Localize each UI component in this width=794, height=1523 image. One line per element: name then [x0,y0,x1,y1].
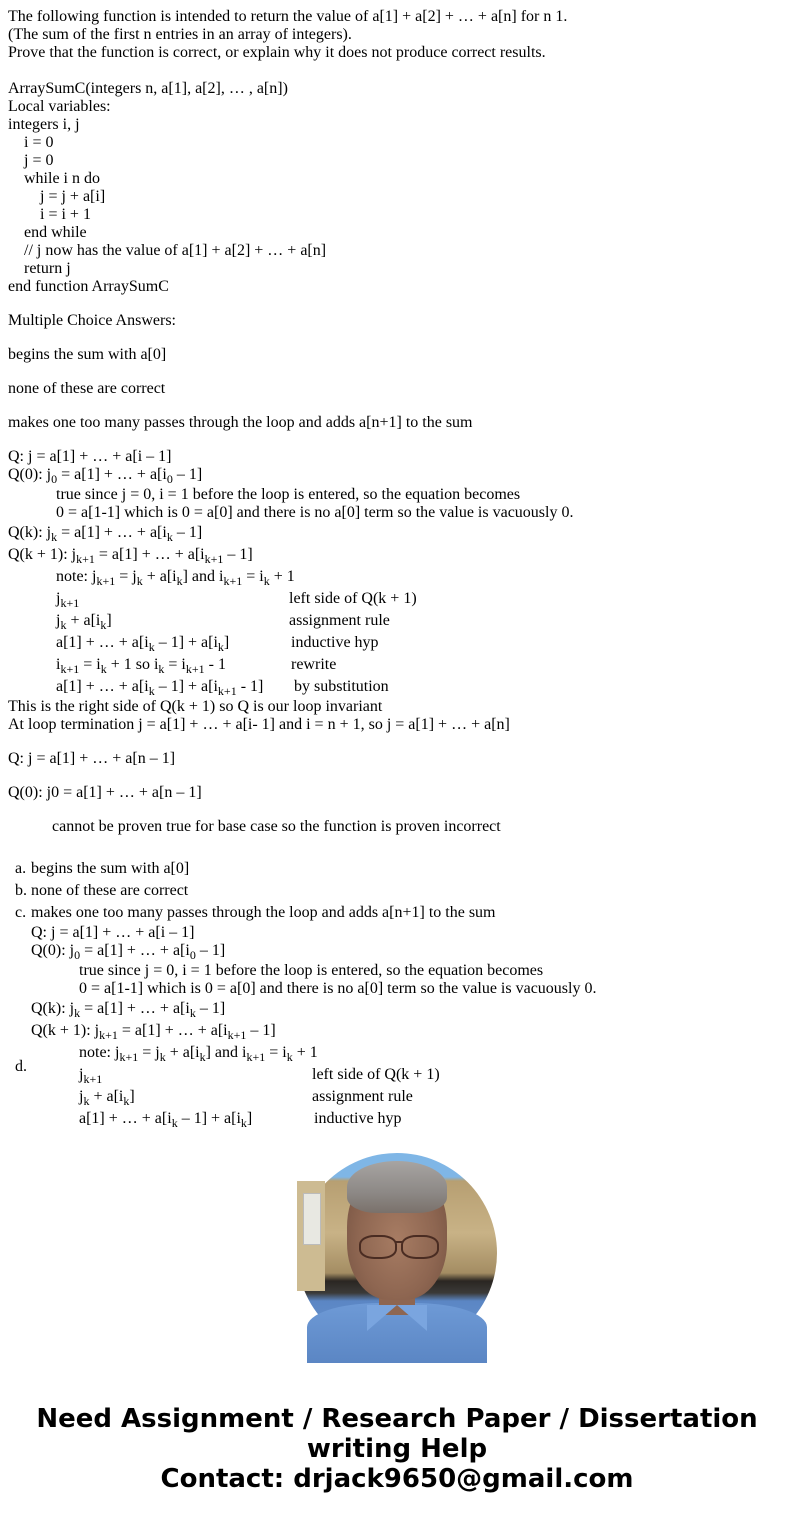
answer-text: begins the sum with a[0] [31,860,190,877]
glasses-icon [359,1235,397,1259]
answer-list [15,858,785,1130]
code-line: return j [24,260,71,277]
proof-step: $i_{k+1} = i_k + 1$ so $i_k = i_{k+1} - 1$ rewrite [56,656,337,676]
proof-step: $j_k + a[i_k]$ assignment rule [56,612,390,632]
answer-option-b[interactable] [15,880,785,902]
alt-q0: Q(0): j0 = a[1] + … + a[n – 1] [8,784,202,801]
code-line: while i n do [24,170,100,187]
proof-q0: Q(0): $j_0 = a[1]$ + … + $a[i_0 - 1]$ [8,466,203,486]
code-locals-label: Local variables: [8,98,111,115]
author-avatar [297,1153,497,1353]
answer-option-a[interactable] [15,858,785,880]
code-locals: integers i, j [8,116,80,133]
promo-line-2: writing Help [306,1434,488,1464]
proof-step: a[1] + … + $a[i_k - 1] + a[i_{k+1} - 1]$ by substitution [56,678,389,698]
intro-line-1: The following function is intended to return the value of a[1] + a[2] + … + a[n] for n 1. [8,8,568,25]
proof-q0-explanation: true since j = 0, i = 1 before the loop is entered, so the equation becomes [56,486,521,503]
answer-option-d[interactable] [15,924,785,1130]
promo-banner [0,1404,794,1494]
promo-line-1: Need Assignment / Research Paper / Dissertation [36,1404,758,1434]
mc-option: begins the sum with a[0] [8,346,167,363]
proof-qk: Q(k): $j_k = a[1]$ + … + $a[i_k - 1]$ [8,524,203,544]
code-line: j = 0 [24,152,54,169]
question-document [8,8,788,836]
code-comment: // j now has the value of a[1] + a[2] + … + a[n] [24,242,327,259]
code-line: j = j + a[i] [40,188,106,205]
mc-heading: Multiple Choice Answers: [8,312,176,329]
code-line: i = 0 [24,134,54,151]
answer-marker: b. [15,882,27,899]
promo-contact[interactable]: Contact: drjack9650@gmail.com [160,1464,634,1494]
answer-option-c[interactable] [15,902,785,924]
wall-switch [303,1193,321,1245]
hair [347,1161,447,1213]
proof-conclusion: This is the right side of Q(k + 1) so Q is our loop invariant [8,698,383,715]
answer-marker: c. [15,904,27,921]
proof-step: $j_{k+1}$ left side of Q(k + 1) [56,590,417,610]
proof-note: note: $j_{k+1} = j_k + a[i_k]$ and $i_{k+1} = i_k + 1$ [56,568,295,588]
alt-q-def: Q: j = a[1] + … + a[n – 1] [8,750,176,767]
proof-q-def: Q: j = a[1] + … + a[i – 1] [8,448,172,465]
proof-qk1: Q(k + 1): $j_{k+1} = a[1]$ + … + $a[i_{k+1} - 1]$ [8,546,253,566]
code-line: i = i + 1 [40,206,91,223]
proof-q0-explanation: 0 = a[1-1] which is 0 = a[0] and there is no a[0] term so the value is vacuously 0. [56,504,574,521]
proof-conclusion: At loop termination j = a[1] + … + a[i- 1] and i = n + 1, so j = a[1] + … + a[n] [8,716,510,733]
answer-marker: d. [15,1058,27,1075]
answer-text: none of these are correct [31,882,189,899]
proof-step: a[1] + … + $a[i_k - 1] + a[i_k]$ inductive hyp [56,634,379,654]
intro-line-2: (The sum of the first n entries in an array of integers). [8,26,352,43]
code-end: end function ArraySumC [8,278,169,295]
answer-marker: a. [15,860,27,877]
code-line: end while [24,224,87,241]
mc-option: makes one too many passes through the loop and adds a[n+1] to the sum [8,414,473,431]
code-signature: ArraySumC(integers n, a[1], a[2], … , a[n]) [8,80,288,97]
alt-conclusion: cannot be proven true for base case so the function is proven incorrect [52,818,501,835]
intro-line-3: Prove that the function is correct, or explain why it does not produce correct results. [8,44,546,61]
mc-option: none of these are correct [8,380,166,397]
answer-text: makes one too many passes through the loop and adds a[n+1] to the sum [31,904,496,921]
answer-d-proof: Q: j = a[1] + … + a[i – 1] Q(0): $j_0 = a[1]$ + … + $a[i_0 - 1]$ true since j = 0, i = 1 before the loop is entered, so the equation becomes 0 = a[1-1] which is 0 = a[0] and there is no a[0] term so the value is vacuously 0. Q(k): $j_k = a[1]$ + … + $a[i_k - 1]$ Q(k + 1): $j_{k+1} = a[1]$ + … + $a[i_{k+1} - 1]$ note: $j_{k+1} = j_k + a[i_k]$ and $i_{k+1} = i_k + 1$ $j_{k+1}$ left side of Q(k + 1) $j_k + a[i_k]$ assignment rule a[1] + … + $a[i_k - 1] + a[i_k]$ inductive hyp [31,924,597,1130]
